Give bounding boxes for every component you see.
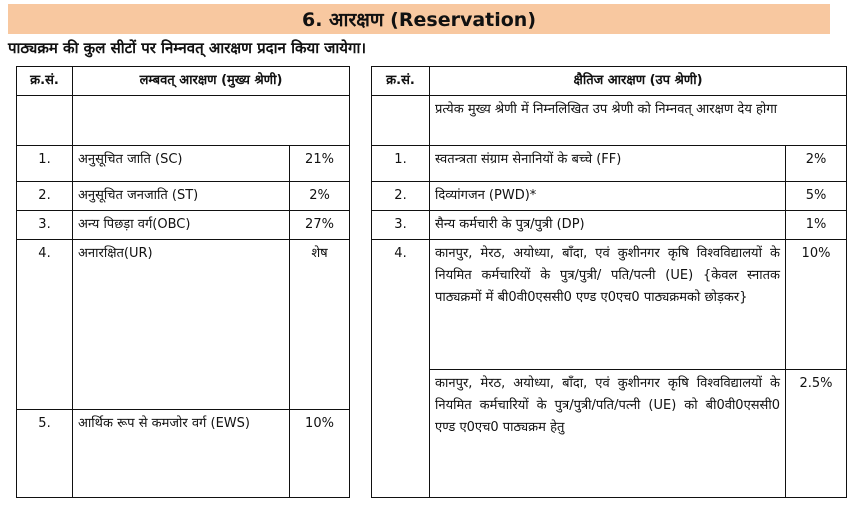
v-sno: 3. [17, 211, 73, 240]
h-sno: 4. [372, 240, 430, 498]
vertical-header: लम्बवत् आरक्षण (मुख्य श्रेणी) [73, 67, 350, 96]
h-percent: 10% [786, 240, 847, 370]
h-category: दिव्यांगजन (PWD)* [430, 182, 786, 211]
v-category: अन्य पिछड़ा वर्ग(OBC) [73, 211, 290, 240]
intro-text: पाठ्यक्रम की कुल सीटों पर निम्नवत् आरक्षण प्रदान किया जायेगा। [8, 39, 367, 57]
v-sno: 2. [17, 182, 73, 211]
h-sno: 1. [372, 146, 430, 182]
v-percent: शेष [290, 240, 350, 410]
v-sno: 1. [17, 146, 73, 182]
h-percent: 1% [786, 211, 847, 240]
v-category: अनारक्षित(UR) [73, 240, 290, 410]
horizontal-header: क्षैतिज आरक्षण (उप श्रेणी) [430, 67, 847, 96]
v-percent: 2% [290, 182, 350, 211]
h-percent: 5% [786, 182, 847, 211]
table-row [17, 146, 847, 182]
table-row [17, 182, 847, 211]
v-category: अनुसूचित जाति (SC) [73, 146, 290, 182]
h-percent: 2% [786, 146, 847, 182]
v-percent: 21% [290, 146, 350, 182]
blank-cell [73, 96, 350, 146]
table-header-row [17, 67, 847, 96]
section-heading: 6. आरक्षण (Reservation) [8, 4, 830, 34]
note-row [17, 96, 847, 146]
v-category: आर्थिक रूप से कमजोर वर्ग (EWS) [73, 410, 290, 498]
blank-cell [17, 96, 73, 146]
reservation-table [16, 66, 847, 498]
v-percent: 27% [290, 211, 350, 240]
v-percent: 10% [290, 410, 350, 498]
h-category: सैन्य कर्मचारी के पुत्र/पुत्री (DP) [430, 211, 786, 240]
h-category: कानपुर, मेरठ, अयोध्या, बाँदा, एवं कुशीनगर कृषि विश्वविद्यालयों के नियमित कर्मचारियों के पुत्र/पुत्री/ पति/पत्नी (UE) {केवल स्नातक पाठ्यक्रमों में बी0वी0एससी0 एण्ड ए0एच0 पाठ्यक्रमको छोड़कर} [430, 240, 786, 370]
v-sno: 5. [17, 410, 73, 498]
horizontal-note: प्रत्येक मुख्य श्रेणी में निम्नलिखित उप श्रेणी को निम्नवत् आरक्षण देय होगा [430, 96, 847, 146]
table-row [17, 240, 847, 370]
h-sno: 2. [372, 182, 430, 211]
h-percent: 2.5% [786, 370, 847, 498]
h-category: स्वतन्त्रता संग्राम सेनानियों के बच्चे (FF) [430, 146, 786, 182]
h-sno: 3. [372, 211, 430, 240]
v-sno: 4. [17, 240, 73, 410]
v-category: अनुसूचित जनजाति (ST) [73, 182, 290, 211]
table-row [17, 211, 847, 240]
sno2-header: क्र.सं. [372, 67, 430, 96]
sno-header: क्र.सं. [17, 67, 73, 96]
column-gap [350, 67, 372, 498]
h-category: कानपुर, मेरठ, अयोध्या, बाँदा, एवं कुशीनगर कृषि विश्वविद्यालयों के नियमित कर्मचारियों के पुत्र/पुत्री/पति/पत्नी (UE) को बी0वी0एससी0 एण्ड ए0एच0 पाठ्यक्रम हेतु [430, 370, 786, 498]
blank-cell [372, 96, 430, 146]
